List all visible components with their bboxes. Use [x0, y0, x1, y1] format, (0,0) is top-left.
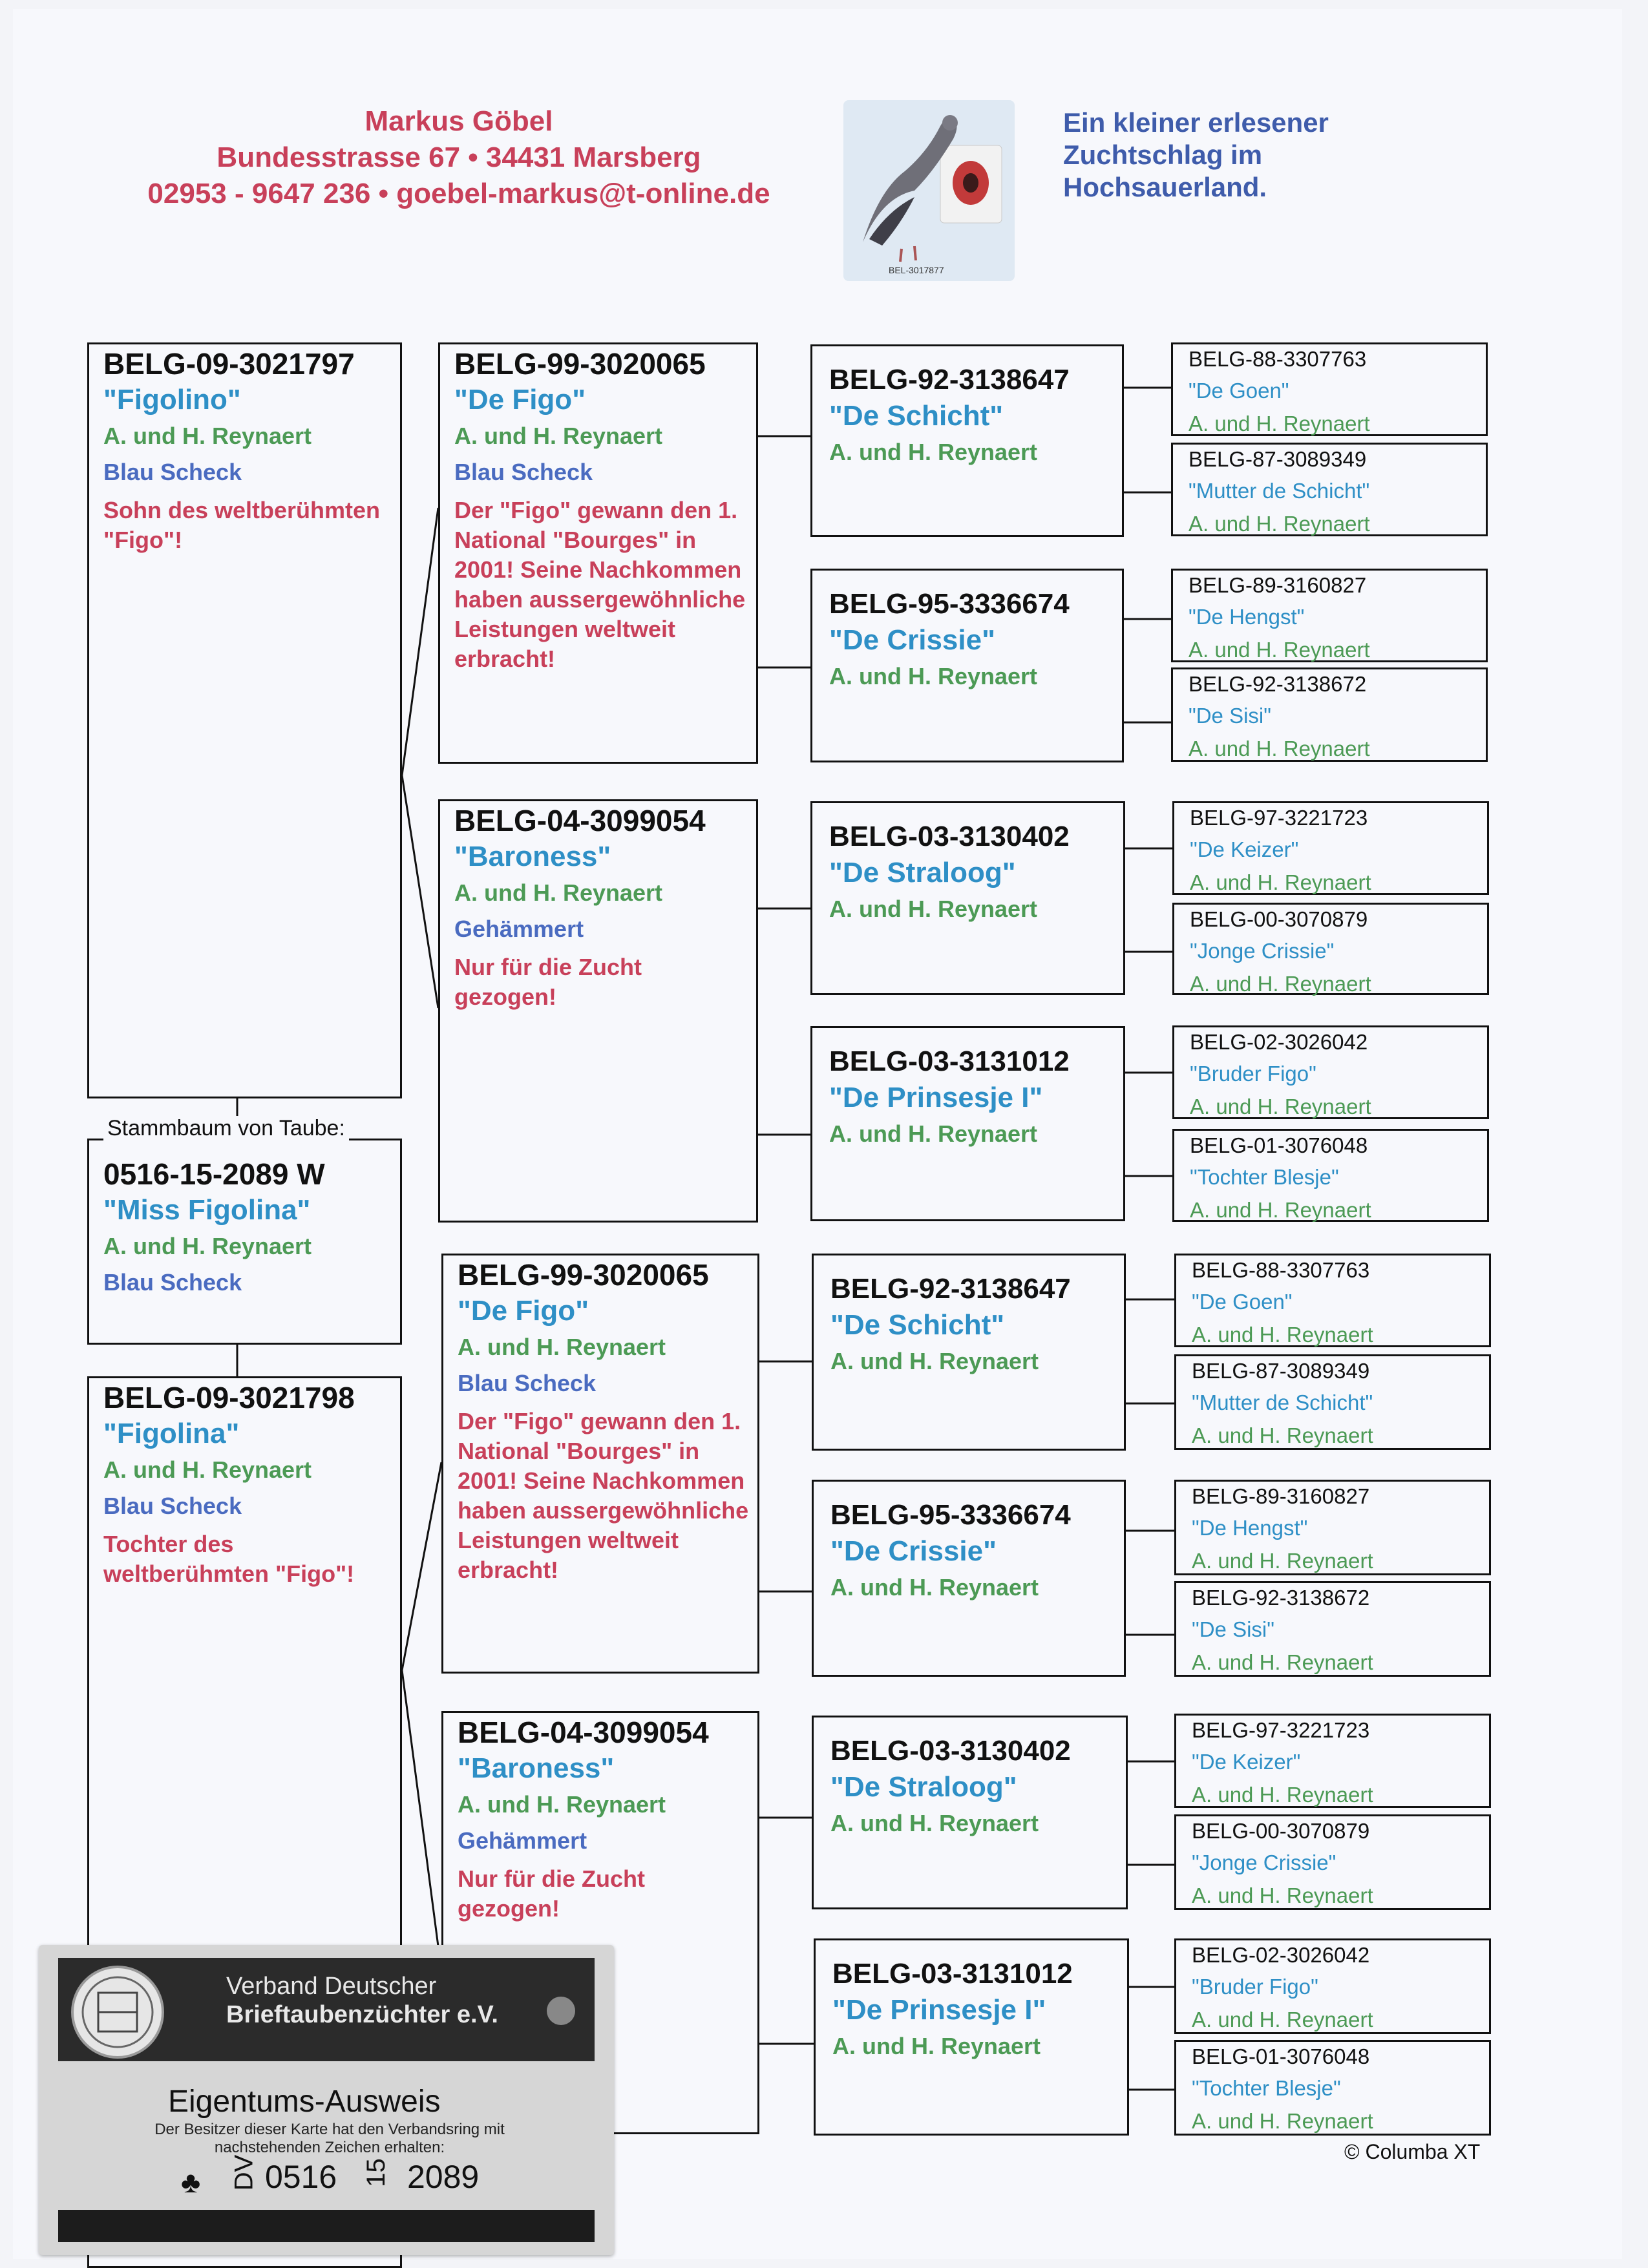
gen3-box-5 — [812, 1254, 1126, 1451]
gen4-box-15 — [1174, 1938, 1491, 2034]
gen2-breeder: A. und H. Reynaert — [458, 1334, 666, 1360]
gen4-breeder: A. und H. Reynaert — [1192, 1783, 1373, 1807]
card-pattern-strip — [58, 2210, 595, 2242]
gen2-breeder: A. und H. Reynaert — [458, 1791, 666, 1818]
logo-caption: BEL-3017877 — [889, 265, 944, 275]
gen3-breeder: A. und H. Reynaert — [830, 1574, 1039, 1601]
gen4-ring: BELG-97-3221723 — [1192, 1718, 1370, 1742]
gen3-name: "De Crissie" — [830, 1535, 997, 1567]
gen3-breeder: A. und H. Reynaert — [829, 1120, 1038, 1147]
gen4-name: "Mutter de Schicht" — [1188, 479, 1370, 503]
card-dv: DV — [229, 2154, 259, 2191]
gen2-color: Gehämmert — [454, 916, 584, 942]
gen4-box-6 — [1172, 903, 1489, 995]
gen4-ring: BELG-02-3026042 — [1192, 1943, 1370, 1967]
gen3-breeder: A. und H. Reynaert — [829, 896, 1038, 922]
gen4-box-14 — [1174, 1814, 1491, 1910]
gen2-name: "De Figo" — [454, 384, 586, 415]
card-org-line-1: Verband Deutscher — [226, 1973, 437, 2000]
gen4-breeder: A. und H. Reynaert — [1192, 1884, 1373, 1907]
gen4-name: "De Keizer" — [1190, 837, 1299, 861]
gen2-name: "Baroness" — [454, 841, 611, 872]
gen4-box-1 — [1171, 342, 1488, 436]
gen4-box-10 — [1174, 1354, 1491, 1450]
gen2-box-1 — [438, 342, 758, 764]
subject-color: Blau Scheck — [103, 1269, 242, 1296]
gen4-box-11 — [1174, 1480, 1491, 1575]
gen3-box-8 — [814, 1938, 1129, 2136]
card-title: Eigentums-Ausweis — [168, 2084, 441, 2119]
gen3-breeder: A. und H. Reynaert — [830, 1348, 1039, 1374]
association-logo — [71, 1966, 164, 2059]
subject-box — [87, 1139, 402, 1345]
gen4-box-8 — [1172, 1129, 1489, 1222]
gen3-breeder: A. und H. Reynaert — [829, 663, 1038, 689]
gen4-name: "De Goen" — [1188, 379, 1289, 403]
gen3-ring: BELG-92-3138647 — [829, 364, 1070, 395]
gen4-box-16 — [1174, 2040, 1491, 2136]
gen2-remark: Nur für die Zucht gezogen! — [454, 954, 642, 1010]
gen3-name: "De Straloog" — [830, 1771, 1017, 1803]
gen4-name: "Tochter Blesje" — [1192, 2076, 1341, 2100]
gen2-color: Blau Scheck — [454, 459, 593, 485]
subject-breeder: A. und H. Reynaert — [103, 1233, 312, 1259]
gen4-box-9 — [1174, 1254, 1491, 1347]
gen2-ring: BELG-99-3020065 — [458, 1258, 709, 1292]
gen4-ring: BELG-02-3026042 — [1190, 1030, 1368, 1054]
copyright: © Columba XT — [1344, 2140, 1481, 2163]
gen4-ring: BELG-88-3307763 — [1188, 347, 1367, 371]
gen4-name: "De Hengst" — [1192, 1516, 1308, 1540]
gen4-box-13 — [1174, 1714, 1491, 1808]
gen2-remark: Der "Figo" gewann den 1. National "Bourges" in 2001! Seine Nachkommen haben aussergewöhnliche Leistungen weltweit erbracht! — [454, 497, 746, 672]
father-breeder: A. und H. Reynaert — [103, 423, 312, 449]
tagline-line-3: Hochsauerland. — [1063, 172, 1267, 202]
gen4-name: "Tochter Blesje" — [1190, 1165, 1339, 1189]
gen3-ring: BELG-95-3336674 — [829, 588, 1070, 620]
gen3-ring: BELG-95-3336674 — [830, 1499, 1071, 1531]
gen3-box-6 — [812, 1480, 1126, 1677]
gen4-breeder: A. und H. Reynaert — [1192, 1549, 1373, 1573]
gen4-name: "De Goen" — [1192, 1290, 1293, 1314]
gen4-breeder: A. und H. Reynaert — [1188, 412, 1370, 436]
gen4-ring: BELG-87-3089349 — [1188, 447, 1367, 471]
gen4-ring: BELG-00-3070879 — [1192, 1819, 1370, 1843]
gen4-name: "De Sisi" — [1192, 1617, 1274, 1641]
gen3-breeder: A. und H. Reynaert — [829, 439, 1038, 465]
gen2-ring: BELG-04-3099054 — [458, 1716, 709, 1749]
subject-label: Stammbaum von Taube: — [103, 1116, 349, 1141]
card-hologram — [547, 1997, 575, 2025]
gen4-ring: BELG-89-3160827 — [1188, 573, 1367, 597]
gen3-ring: BELG-03-3131012 — [829, 1045, 1070, 1077]
gen4-box-7 — [1172, 1025, 1489, 1119]
gen3-name: "De Schicht" — [830, 1309, 1005, 1341]
card-org-line-2: Brieftaubenzüchter e.V. — [226, 2001, 498, 2028]
card-org — [226, 1972, 498, 2029]
gen4-ring: BELG-01-3076048 — [1192, 2044, 1370, 2068]
father-ring: BELG-09-3021797 — [103, 347, 355, 381]
gen2-color: Gehämmert — [458, 1827, 587, 1854]
gen2-box-3 — [441, 1254, 759, 1674]
father-remark: Sohn des weltberühmten "Figo"! — [103, 497, 381, 553]
gen4-name: "De Hengst" — [1188, 605, 1305, 629]
gen4-box-5 — [1172, 801, 1489, 895]
gen4-name: "Bruder Figo" — [1190, 1062, 1316, 1086]
owner-name: Markus Göbel — [364, 105, 553, 137]
gen4-ring: BELG-00-3070879 — [1190, 907, 1368, 931]
gen4-breeder: A. und H. Reynaert — [1192, 2109, 1373, 2133]
gen4-name: "Mutter de Schicht" — [1192, 1391, 1373, 1414]
gen4-ring: BELG-89-3160827 — [1192, 1484, 1370, 1508]
gen4-breeder: A. und H. Reynaert — [1188, 638, 1370, 662]
gen4-ring: BELG-88-3307763 — [1192, 1258, 1370, 1282]
ownership-card — [39, 1945, 614, 2255]
gen4-ring: BELG-92-3138672 — [1188, 672, 1367, 696]
gen2-breeder: A. und H. Reynaert — [454, 879, 663, 906]
mother-breeder: A. und H. Reynaert — [103, 1456, 312, 1483]
mother-color: Blau Scheck — [103, 1493, 242, 1519]
gen4-box-3 — [1171, 569, 1488, 662]
gen4-breeder: A. und H. Reynaert — [1190, 972, 1371, 996]
gen2-remark: Der "Figo" gewann den 1. National "Bourges" in 2001! Seine Nachkommen haben aussergewöhnliche Leistungen weltweit erbracht! — [458, 1408, 749, 1583]
owner-address: Bundesstrasse 67 • 34431 Marsberg — [217, 142, 701, 173]
gen3-ring: BELG-03-3131012 — [832, 1958, 1073, 1990]
gen2-box-2 — [438, 799, 758, 1223]
gen4-breeder: A. und H. Reynaert — [1192, 2008, 1373, 2032]
gen4-ring: BELG-92-3138672 — [1192, 1586, 1370, 1610]
gen4-breeder: A. und H. Reynaert — [1192, 1323, 1373, 1347]
gen3-box-3 — [810, 801, 1125, 995]
gen4-name: "Jonge Crissie" — [1192, 1851, 1336, 1874]
gen3-box-7 — [812, 1716, 1128, 1909]
gen3-name: "De Prinsesje I" — [832, 1994, 1046, 2026]
mother-remark: Tochter des weltberühmten "Figo"! — [103, 1531, 355, 1587]
gen3-name: "De Crissie" — [829, 624, 995, 656]
gen2-breeder: A. und H. Reynaert — [454, 423, 663, 449]
gen4-breeder: A. und H. Reynaert — [1192, 1423, 1373, 1447]
gen4-name: "Jonge Crissie" — [1190, 939, 1335, 963]
father-color: Blau Scheck — [103, 459, 242, 485]
card-year: 15 — [361, 2158, 390, 2187]
gen4-ring: BELG-87-3089349 — [1192, 1359, 1370, 1383]
gen2-ring: BELG-99-3020065 — [454, 347, 706, 381]
gen3-name: "De Straloog" — [829, 857, 1016, 888]
card-header — [58, 1958, 595, 2061]
gen3-name: "De Prinsesje I" — [829, 1082, 1043, 1113]
mother-ring: BELG-09-3021798 — [103, 1381, 355, 1414]
owner-contact: 02953 - 9647 236 • goebel-markus@t-online.de — [147, 178, 770, 209]
gen2-ring: BELG-04-3099054 — [454, 804, 706, 837]
gen2-name: "Baroness" — [458, 1752, 615, 1784]
tagline-line-2: Zuchtschlag im — [1063, 140, 1263, 170]
gen4-breeder: A. und H. Reynaert — [1192, 1650, 1373, 1674]
gen4-box-2 — [1171, 443, 1488, 536]
gen4-ring: BELG-01-3076048 — [1190, 1133, 1368, 1157]
gen4-ring: BELG-97-3221723 — [1190, 806, 1368, 830]
gen4-name: "De Keizer" — [1192, 1750, 1301, 1774]
gen4-breeder: A. und H. Reynaert — [1190, 870, 1371, 894]
gen3-ring: BELG-03-3130402 — [829, 821, 1070, 852]
card-number: 2089 — [407, 2159, 480, 2195]
card-text: Der Besitzer dieser Karte hat den Verbandsring mit nachstehenden Zeichen erhalten: — [154, 2121, 505, 2156]
mother-name: "Figolina" — [103, 1418, 240, 1449]
gen3-box-2 — [810, 569, 1124, 762]
gen2-color: Blau Scheck — [458, 1370, 597, 1396]
gen4-box-12 — [1174, 1581, 1491, 1677]
gen3-name: "De Schicht" — [829, 400, 1004, 432]
gen4-box-4 — [1171, 667, 1488, 762]
gen4-breeder: A. und H. Reynaert — [1188, 512, 1370, 536]
tagline-line-1: Ein kleiner erlesener — [1063, 107, 1329, 138]
gen3-breeder: A. und H. Reynaert — [830, 1810, 1039, 1836]
father-name: "Figolino" — [103, 384, 241, 415]
gen4-name: "De Sisi" — [1188, 704, 1271, 728]
gen4-name: "Bruder Figo" — [1192, 1975, 1318, 1999]
subject-ring: 0516-15-2089 W — [103, 1157, 325, 1191]
gen3-ring: BELG-92-3138647 — [830, 1273, 1071, 1305]
subject-name: "Miss Figolina" — [103, 1194, 311, 1226]
gen2-remark: Nur für die Zucht gezogen! — [458, 1865, 645, 1922]
father-box — [87, 342, 402, 1098]
gen2-name: "De Figo" — [458, 1295, 589, 1327]
gen3-box-4 — [810, 1026, 1125, 1221]
gen4-breeder: A. und H. Reynaert — [1190, 1198, 1371, 1222]
gen4-breeder: A. und H. Reynaert — [1188, 737, 1370, 761]
gen4-breeder: A. und H. Reynaert — [1190, 1095, 1371, 1118]
card-bird-icon: ♣ — [181, 2165, 201, 2199]
card-club: 0516 — [265, 2159, 337, 2195]
gen3-ring: BELG-03-3130402 — [830, 1735, 1071, 1767]
gen3-box-1 — [810, 344, 1124, 537]
gen3-breeder: A. und H. Reynaert — [832, 2033, 1041, 2059]
